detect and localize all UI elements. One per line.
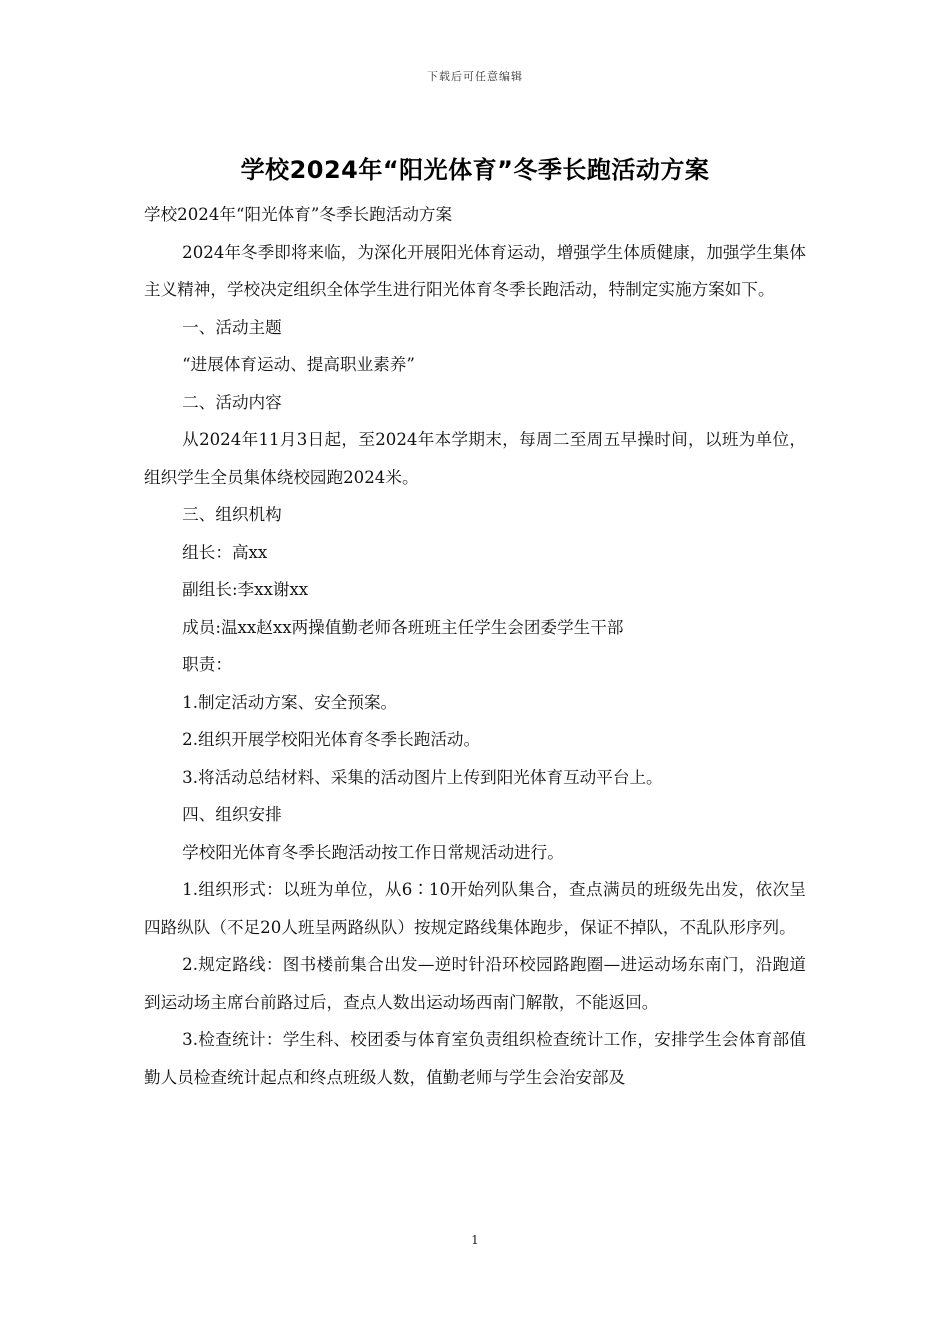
paragraph: “进展体育运动、提高职业素养” bbox=[182, 355, 415, 374]
section-heading: 三、组织机构 bbox=[182, 505, 282, 524]
paragraph: 2024年冬季即将来临，为深化开展阳光体育运动，增强学生体质健康，加强学生集体主义精神，学校决定组织全体学生进行阳光体育冬季长跑活动，特制定实施方案如下。 bbox=[144, 242, 806, 299]
document-body bbox=[144, 196, 806, 1096]
paragraph: 从2024年11月3日起，至2024年本学期末，每周二至周五早操时间，以班为单位，组织学生全员集体绕校园跑2024米。 bbox=[144, 430, 806, 487]
paragraph: 成员:温xx赵xx两操值勤老师各班班主任学生会团委学生干部 bbox=[182, 617, 624, 637]
section-heading: 二、活动内容 bbox=[182, 392, 282, 412]
page-header-note: 下载后可任意编辑 bbox=[427, 70, 523, 83]
paragraph: 学校阳光体育冬季长跑活动按工作日常规活动进行。 bbox=[182, 842, 564, 862]
document-title: 学校2024年“阳光体育”冬季长跑活动方案 bbox=[240, 156, 710, 184]
section-heading: 一、活动主题 bbox=[182, 317, 282, 337]
page-number: 1 bbox=[471, 1233, 479, 1247]
list-item: 2.规定路线：图书楼前集合出发—逆时针沿环校园路跑圈—进运动场东南门，沿跑道到运动场主席台前路过后，查点人数出运动场西南门解散，不能返回。 bbox=[144, 955, 806, 1012]
list-item: 1.组织形式：以班为单位，从6∶10开始列队集合，查点满员的班级先出发，依次呈四路纵队（不足20人班呈两路纵队）按规定路线集体跑步，保证不掉队，不乱队形序列。 bbox=[144, 880, 806, 937]
paragraph: 职责： bbox=[182, 655, 232, 674]
paragraph: 学校2024年“阳光体育”冬季长跑活动方案 bbox=[144, 205, 453, 224]
paragraph: 副组长:李xx谢xx bbox=[182, 580, 309, 599]
list-item: 2.组织开展学校阳光体育冬季长跑活动。 bbox=[182, 730, 481, 749]
list-item: 3.将活动总结材料、采集的活动图片上传到阳光体育互动平台上。 bbox=[182, 767, 663, 787]
list-item: 1.制定活动方案、安全预案。 bbox=[182, 692, 398, 712]
section-heading: 四、组织安排 bbox=[182, 805, 282, 824]
list-item: 3.检查统计：学生科、校团委与体育室负责组织检查统计工作，安排学生会体育部值勤人员检查统计起点和终点班级人数，值勤老师与学生会治安部及 bbox=[144, 1030, 806, 1087]
paragraph: 组长：高xx bbox=[182, 542, 268, 562]
